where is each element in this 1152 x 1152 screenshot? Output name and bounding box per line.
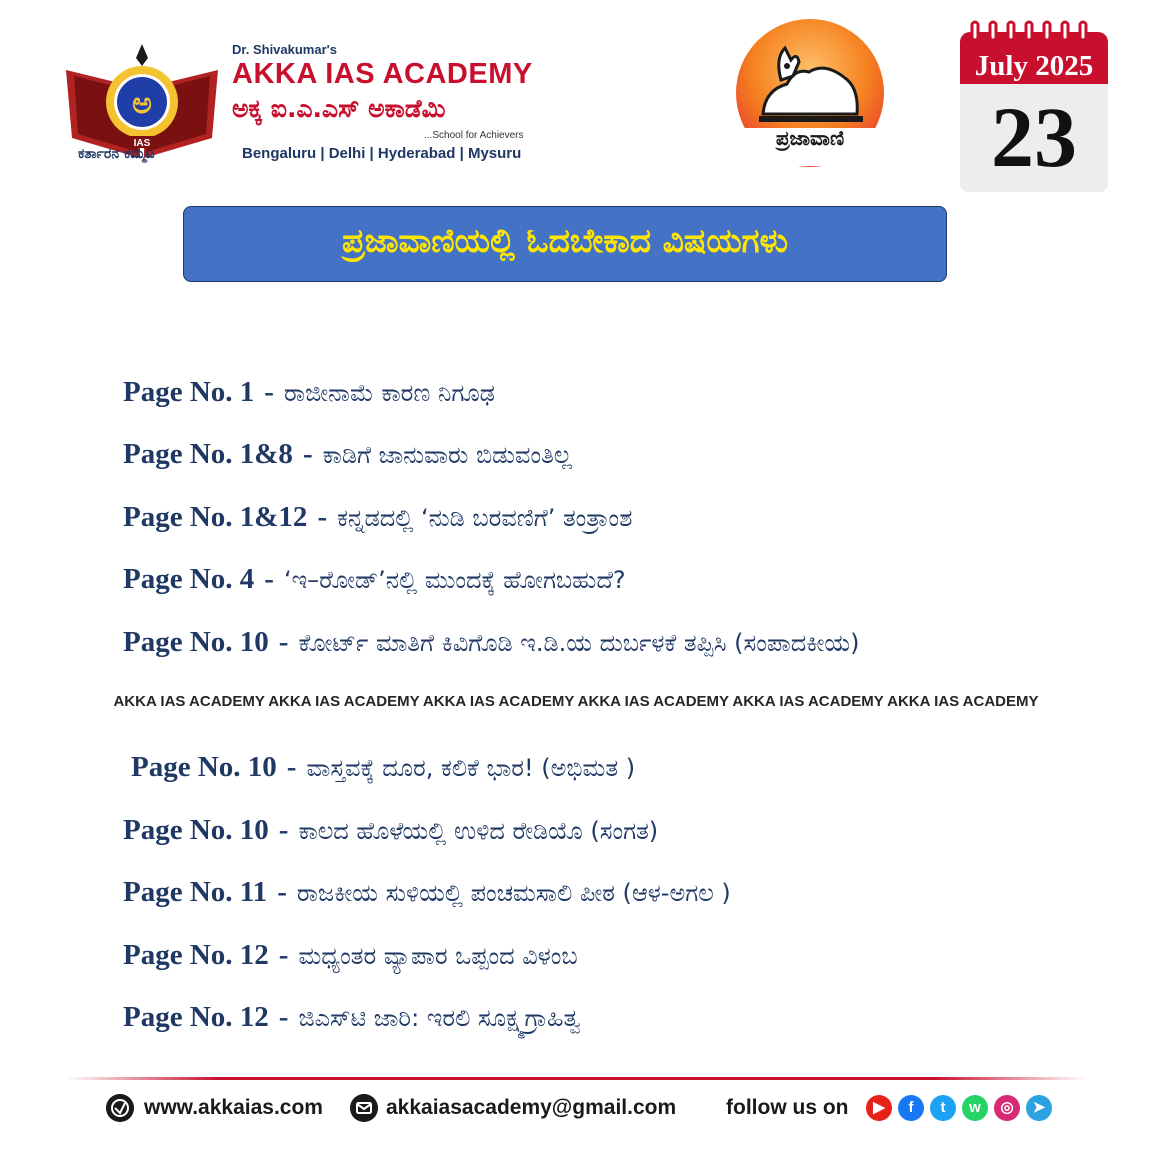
article-separator: -	[302, 438, 313, 470]
academy-cities: Bengaluru | Delhi | Hyderabad | Mysuru	[242, 145, 522, 162]
article-title: ಕಾಲದ ಹೊಳೆಯಲ್ಲಿ ಉಳಿದ ರೇಡಿಯೊ (ಸಂಗತ)	[298, 817, 659, 845]
article-row	[123, 999, 581, 1035]
youtube-icon[interactable]: ▶	[866, 1095, 892, 1121]
article-title: ಕನ್ನಡದಲ್ಲಿ ‘ನುಡಿ ಬರವಣಿಗೆ’ ತಂತ್ರಾಂಶ	[337, 504, 633, 532]
calendar-month: July 2025	[974, 50, 1094, 82]
article-separator: -	[264, 376, 274, 408]
academy-tagline: ...School for Achievers	[424, 130, 524, 141]
article-page: Page No. 1	[123, 376, 255, 408]
academy-name-kannada: ಅಕ್ಕ ಐ.ಎ.ಎಸ್ ಅಕಾಡೆಮಿ	[232, 94, 446, 123]
whatsapp-icon[interactable]: w	[962, 1095, 988, 1121]
article-row	[123, 624, 859, 660]
academy-watermark-strip: AKKA IAS ACADEMY AKKA IAS ACADEMY AKKA IAS ACADEMY AKKA IAS ACADEMY AKKA IAS ACADEMY AKKA IAS ACADEMY	[113, 693, 1039, 710]
article-row	[123, 499, 632, 535]
article-title: ‘ಇ–ರೋಡ್’ನಲ್ಲಿ ಮುಂದಕ್ಕೆ ಹೋಗಬಹುದೆ?	[283, 566, 626, 594]
article-separator: -	[264, 563, 274, 595]
article-page: Page No. 1&12	[123, 501, 308, 533]
article-title: ವಾಸ್ತವಕ್ಕೆ ದೂರ, ಕಲಿಕೆ ಭಾರ! (ಅಭಿಮತ )	[306, 754, 636, 782]
article-page: Page No. 1&8	[123, 438, 293, 470]
article-row	[123, 937, 578, 973]
article-title: ಮಧ್ಯಂತರ ವ್ಯಾಪಾರ ಒಪ್ಪಂದ ವಿಳಂಬ	[298, 942, 578, 970]
academy-name: AKKA IAS ACADEMY	[232, 58, 533, 90]
footer-divider	[66, 1077, 1086, 1080]
article-separator: -	[278, 1001, 289, 1033]
article-title: ಕೋರ್ಟ್ ಮಾತಿಗೆ ಕಿವಿಗೊಡಿ ಇ.ಡಿ.ಯ ದುರ್ಬಳಕೆ ತಪ್ಪಿಸಿ (ಸಂಪಾದಕೀಯ)	[298, 629, 860, 657]
article-separator: -	[277, 876, 287, 908]
article-row	[123, 874, 731, 910]
svg-text:IAS: IAS	[133, 138, 151, 149]
article-title: ಕಾಡಿಗೆ ಜಾನುವಾರು ಬಿಡುವಂತಿಲ್ಲ	[322, 441, 573, 469]
article-page: Page No. 11	[123, 876, 268, 908]
email-link[interactable]: akkaiasacademy@gmail.com	[386, 1096, 677, 1119]
article-page: Page No. 12	[123, 1001, 269, 1033]
article-row	[123, 436, 572, 472]
svg-text:ಅ: ಅ	[132, 86, 152, 121]
telegram-icon[interactable]: ➤	[1026, 1095, 1052, 1121]
article-separator: -	[278, 626, 289, 658]
logo-caption: ಕರ್ತಾರನ ಕಮ್ಮಟ	[78, 146, 155, 162]
calendar-day: 23	[991, 89, 1077, 185]
website-link[interactable]: www.akkaias.com	[144, 1096, 323, 1119]
article-title: ರಾಜಕೀಯ ಸುಳಿಯಲ್ಲಿ ಪಂಚಮಸಾಲಿ ಪೀಠ (ಆಳ-ಅಗಲ )	[296, 879, 731, 907]
article-separator: -	[286, 751, 297, 783]
facebook-icon[interactable]: f	[898, 1095, 924, 1121]
instagram-icon[interactable]: ◎	[994, 1095, 1020, 1121]
article-separator: -	[278, 939, 289, 971]
newspaper-name: ಪ್ರಜಾವಾಣಿ	[775, 126, 845, 150]
follow-us-label: follow us on	[726, 1096, 849, 1119]
date-calendar	[960, 20, 1108, 192]
article-page: Page No. 12	[123, 939, 269, 971]
article-page: Page No. 10	[123, 814, 269, 846]
article-page: Page No. 4	[123, 563, 255, 595]
academy-founder: Dr. Shivakumar's	[232, 42, 337, 57]
article-separator: -	[317, 501, 328, 533]
article-row	[131, 749, 635, 785]
twitter-icon[interactable]: t	[930, 1095, 956, 1121]
calendar-rings-icon	[966, 20, 1102, 44]
article-page: Page No. 10	[131, 751, 277, 783]
article-page: Page No. 10	[123, 626, 269, 658]
article-title: ರಾಜೀನಾಮೆ ಕಾರಣ ನಿಗೂಢ	[283, 379, 495, 407]
article-row	[123, 561, 626, 597]
globe-icon	[106, 1094, 134, 1122]
article-separator: -	[278, 814, 289, 846]
article-title: ಜಿಎಸ್‌ಟಿ ಜಾರಿ: ಇರಲಿ ಸೂಕ್ಷ್ಮಗ್ರಾಹಿತ್ವ	[298, 1004, 581, 1032]
banner-title: ಪ್ರಜಾವಾಣಿಯಲ್ಲಿ ಓದಬೇಕಾದ ವಿಷಯಗಳು	[342, 221, 788, 260]
article-row	[123, 812, 658, 848]
section-banner	[183, 206, 947, 282]
mail-icon	[350, 1094, 378, 1122]
article-row	[123, 374, 495, 410]
